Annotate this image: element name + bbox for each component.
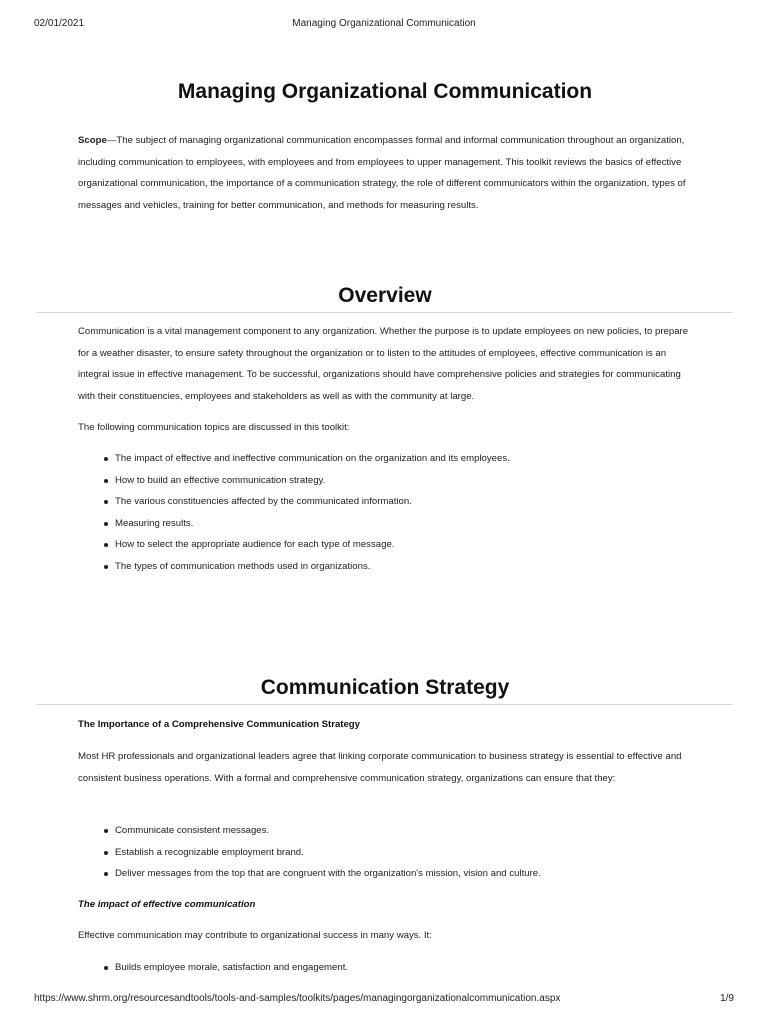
overview-heading: Overview: [338, 284, 432, 307]
print-page-title: Managing Organizational Communication: [292, 18, 476, 29]
impact-heading: The impact of effective communication: [78, 899, 256, 910]
strategy-divider: [36, 704, 733, 705]
list-item: Builds employee morale, satisfaction and engagement.: [102, 957, 716, 979]
print-footer: [0, 993, 768, 1007]
scope-label: Scope: [78, 135, 107, 146]
page-number: 1/9: [720, 993, 734, 1004]
list-item: How to build an effective communication strategy.: [102, 470, 716, 492]
page-url[interactable]: https://www.shrm.org/resourcesandtools/tools-and-samples/toolkits/pages/managingorganizationalcommunication.aspx: [34, 993, 561, 1004]
impact-list: [78, 957, 716, 979]
list-item: Communicate consistent messages.: [102, 820, 716, 842]
list-item: The various constituencies affected by the communicated information.: [102, 491, 716, 513]
scope-text: —The subject of managing organizational communication encompasses formal and informal communication throughout an organization, including communication to employees, with employees and from employees to upper management. This toolkit reviews the basics of effective organizational communication, the importance of a communication strategy, the role of different communicators within the organization, types of messages and vehicles, training for better communication, and methods for measuring results.: [78, 135, 686, 211]
print-date: 02/01/2021: [34, 18, 85, 29]
list-item: The types of communication methods used in organizations.: [102, 556, 716, 578]
strategy-subheading: The Importance of a Comprehensive Communication Strategy: [78, 719, 361, 730]
list-item: Measuring results.: [102, 513, 716, 535]
topics-list: [78, 448, 716, 577]
scope-paragraph: [78, 130, 692, 216]
strategy-heading: Communication Strategy: [260, 676, 510, 699]
topics-intro: The following communication topics are discussed in this toolkit:: [78, 422, 350, 433]
strategy-list: [78, 820, 716, 885]
impact-paragraph: Effective communication may contribute to organizational success in many ways. It:: [78, 930, 432, 941]
overview-paragraph: Communication is a vital management component to any organization. Whether the purpose is to update employees on new policies, to prepare for a weather disaster, to ensure safety throughout the organization or to listen to the attitudes of employees, effective communication is an integral issue in effective management. To be successful, organizations should have comprehensive policies and strategies for communicating with their constituencies, employees and stakeholders as well as with the community at large.: [78, 326, 689, 402]
list-item: How to select the appropriate audience for each type of message.: [102, 534, 716, 556]
list-item: Establish a recognizable employment brand.: [102, 842, 716, 864]
strategy-paragraph: Most HR professionals and organizational leaders agree that linking corporate communication to business strategy is essential to effective and consistent business operations. With a formal and comprehensive communication strategy, organizations can ensure that they:: [78, 751, 682, 784]
list-item: The impact of effective and ineffective communication on the organization and its employees.: [102, 448, 716, 470]
list-item: Deliver messages from the top that are congruent with the organization's mission, vision and culture.: [102, 863, 716, 885]
print-header: [0, 18, 768, 32]
overview-divider: [36, 312, 733, 313]
document-title: Managing Organizational Communication: [177, 80, 593, 103]
